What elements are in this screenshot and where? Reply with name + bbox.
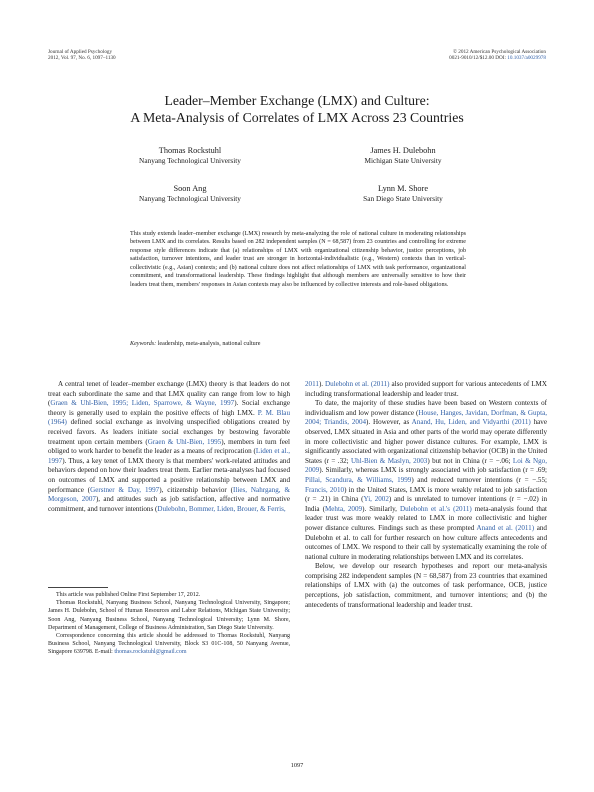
article-title	[0, 92, 594, 126]
keywords-label: Keywords:	[130, 341, 157, 347]
citation-link[interactable]: Yi, 2002	[363, 495, 389, 504]
paragraph: To date, the majority of these studies have been based on Western contexts of individualism and low power distance (House, Hanges, Javidan, Dorfman, & Gupta, 2004; Triandis, 2004). However, as Anand, Hu, Liden, and Vidyarthi (2011) have observed, LMX situated in Asia and other parts of the world may operate differently in more collectivistic and higher power distance cultures. For example, LMX is significantly associated with organizational citizenship behavior (OCB) in the United States (r = .32; Uhl-Bien & Maslyn, 2003) but not in China (r = −.06; Loi & Ngo, 2009). Similarly, whereas LMX is strongly associated with job satisfaction (r = .69; Pillai, Scandura, & Williams, 1999) and reduced turnover intentions (r = −.55; Francis, 2010) in the United States, LMX is more weakly related to job satisfaction (r = .21) in China (Yi, 2002) and is unrelated to turnover intentions (r = −.02) in India (Mehta, 2009). Similarly, Dulebohn et al.'s (2011) meta-analysis found that leader trust was more weakly related to LMX in more collectivistic and higher power distance cultures. Findings such as these prompted Anand et al. (2011) and Dulebohn et al. to call for further research on how culture affects antecedents and outcomes of LMX. We respond to their call by systematically examining the role of national culture in moderating relationships between LMX and its correlates.	[305, 399, 548, 561]
issn: 0021-9010/12/$12.00	[449, 55, 494, 62]
citation-link[interactable]: Ilies, Nahrgang, & Morgeson, 2007	[48, 485, 290, 504]
citation-link[interactable]: Mehta, 2009	[324, 504, 363, 513]
author-affiliation: San Diego State University	[363, 194, 443, 203]
copyright-header	[449, 49, 546, 62]
author-name: Thomas Rockstuhl	[158, 146, 222, 155]
citation-link[interactable]: Dulebohn et al. (2011)	[325, 380, 390, 388]
keywords: leadership, meta-analysis, national culture	[157, 341, 261, 347]
citation-link[interactable]: House, Hanges, Javidan, Dorfman, & Gupta, 2004; Triandis, 2004	[305, 408, 547, 427]
citation-link[interactable]: Gerstner & Day, 1997	[90, 485, 160, 494]
citation-link[interactable]: P. M. Blau (1964)	[48, 408, 290, 427]
author-block	[303, 146, 503, 165]
issn-doi-line	[449, 55, 546, 61]
body-column-left	[48, 380, 290, 514]
copyright-line: © 2012 American Psychological Association	[453, 49, 546, 55]
footnote-correspondence: Correspondence concerning this article should be addressed to Thomas Rockstuhl, Nanyang Business School, Nanyang Technological University, Block S3 01C-108, 50 Nanyang Avenue, Singapore 639798. E-mail: thomas.rockstuhl@gmail.com	[48, 633, 290, 656]
author-name: Soon Ang	[173, 184, 207, 193]
title-line-2: A Meta-Analysis of Correlates of LMX Across 23 Countries	[130, 110, 464, 125]
paragraph: 2011). Dulebohn et al. (2011) also provided support for various antecedents of LMX including transformational leadership and leader trust.	[305, 380, 547, 398]
doi-label: DOI:	[495, 55, 506, 62]
citation-link[interactable]: 2011	[305, 380, 319, 388]
citation-link[interactable]: Loi & Ngo, 2009	[305, 456, 547, 475]
keywords-line	[130, 340, 466, 348]
citation-link[interactable]: Anand, Hu, Liden, and Vidyarthi (2011)	[411, 418, 531, 427]
author-block	[90, 146, 290, 165]
footnote-published: This article was published Online First September 17, 2012.	[56, 592, 201, 598]
page-number: 1097	[290, 762, 304, 769]
footnote-affiliations: Thomas Rockstuhl, Nanyang Business School, Nanyang Technological University, Singapore; James H. Dulebohn, School of Human Resources and Labor Relations, Michigan State University; Soon Ang, Nanyang Business School, Nanyang Technological University; Lynn M. Shore, Department of Management, College of Business Administration, San Diego State University.	[48, 600, 290, 631]
email-link[interactable]: thomas.rockstuhl@gmail.com	[114, 649, 187, 656]
paragraph: A central tenet of leader–member exchange (LMX) theory is that leaders do not treat each subordinate the same and that LMX quality can range from low to high (Graen & Uhl-Bien, 1995; Liden, Sparrowe, & Wayne, 1997). Social exchange theory is generally used to explain the positive effects of high LMX. P. M. Blau (1964) defined social exchange as involving unspecified obligations created by received favors. As leaders initiate social exchanges by bestowing favorable treatment upon certain members (Graen & Uhl-Bien, 1995), members in turn feel obliged to work harder to benefit the leader as a means of reciprocation (Liden et al., 1997). Thus, a key tenet of LMX theory is that members' work-related attitudes and behaviors depend on how their leaders treat them. Earlier meta-analyses had focused on outcomes of LMX and supported a positive relationship between LMX and performance (Gerstner & Day, 1997), citizenship behavior (Ilies, Nahrgang, & Morgeson, 2007), and attitudes such as job satisfaction, affective and normative commitment, and turnover intentions (Dulebohn, Bommer, Liden, Brouer, & Ferris,	[48, 380, 290, 513]
author-affiliation: Michigan State University	[364, 156, 442, 165]
citation-link[interactable]: Graen & Uhl-Bien, 1995	[147, 437, 222, 446]
title-line-1: Leader–Member Exchange (LMX) and Culture:	[164, 93, 430, 108]
author-affiliation: Nanyang Technological University	[139, 194, 241, 203]
journal-name: Journal of Applied Psychology	[48, 49, 113, 55]
author-name: James H. Dulebohn	[370, 146, 436, 155]
citation-link[interactable]: Anand et al. (2011)	[476, 523, 535, 532]
author-block	[90, 184, 290, 203]
doi-link[interactable]: 10.1037/a0029978	[507, 55, 546, 62]
citation-link[interactable]: Graen & Uhl-Bien, 1995; Liden, Sparrowe, & Wayne, 1997	[50, 399, 235, 408]
citation-link[interactable]: Liden et al., 1997	[48, 447, 290, 465]
abstract: This study extends leader–member exchange (LMX) research by meta-analyzing the role of national culture in moderating relationships between LMX and its correlates. Results based on 282 independent samples (N = 68,587) from 23 countries and controlling for extreme response style differences indicate that (a) relationships of LMX with organizational citizenship behavior, justice perceptions, job satisfaction, turnover intentions, and leader trust are stronger in horizontal-individualistic (e.g., Western) contexts than in vertical-collectivistic (e.g., Asian) contexts; and (b) national culture does not affect relationships of LMX with task performance, organizational commitment, and transformational leadership. These findings highlight that although members are universally sensitive to how their leaders treat them, members' responses in Asian contexts may also be influenced by collective interests and role-based obligations.	[130, 231, 466, 288]
author-block	[303, 184, 503, 203]
footnote-divider	[48, 587, 108, 588]
footnote	[48, 591, 290, 657]
author-affiliation: Nanyang Technological University	[139, 156, 241, 165]
body-column-right	[305, 380, 547, 610]
citation-link[interactable]: Pillai, Scandura, & Williams, 1999	[305, 475, 412, 484]
paragraph: Below, we develop our research hypotheses and report our meta-analysis comprising 282 independent samples (N = 68,587) from 23 countries that examined relationships of LMX with (a) the outcomes of task performance, OCB, justice perceptions, job satisfaction, commitment, and turnover intentions; and (b) the antecedents of transformational leadership and leader trust.	[305, 562, 547, 609]
journal-volume: 2012, Vol. 97, No. 6, 1097–1130	[48, 55, 116, 62]
journal-header	[48, 49, 116, 62]
citation-link[interactable]: Uhl-Bien & Maslyn, 2003	[351, 456, 428, 465]
citation-link[interactable]: Francis, 2010	[305, 485, 345, 494]
author-name: Lynn M. Shore	[377, 184, 428, 193]
citation-link[interactable]: Dulebohn, Bommer, Liden, Brouer, & Ferris,	[157, 504, 286, 513]
citation-link[interactable]: Dulebohn et al.'s (2011)	[399, 504, 472, 513]
